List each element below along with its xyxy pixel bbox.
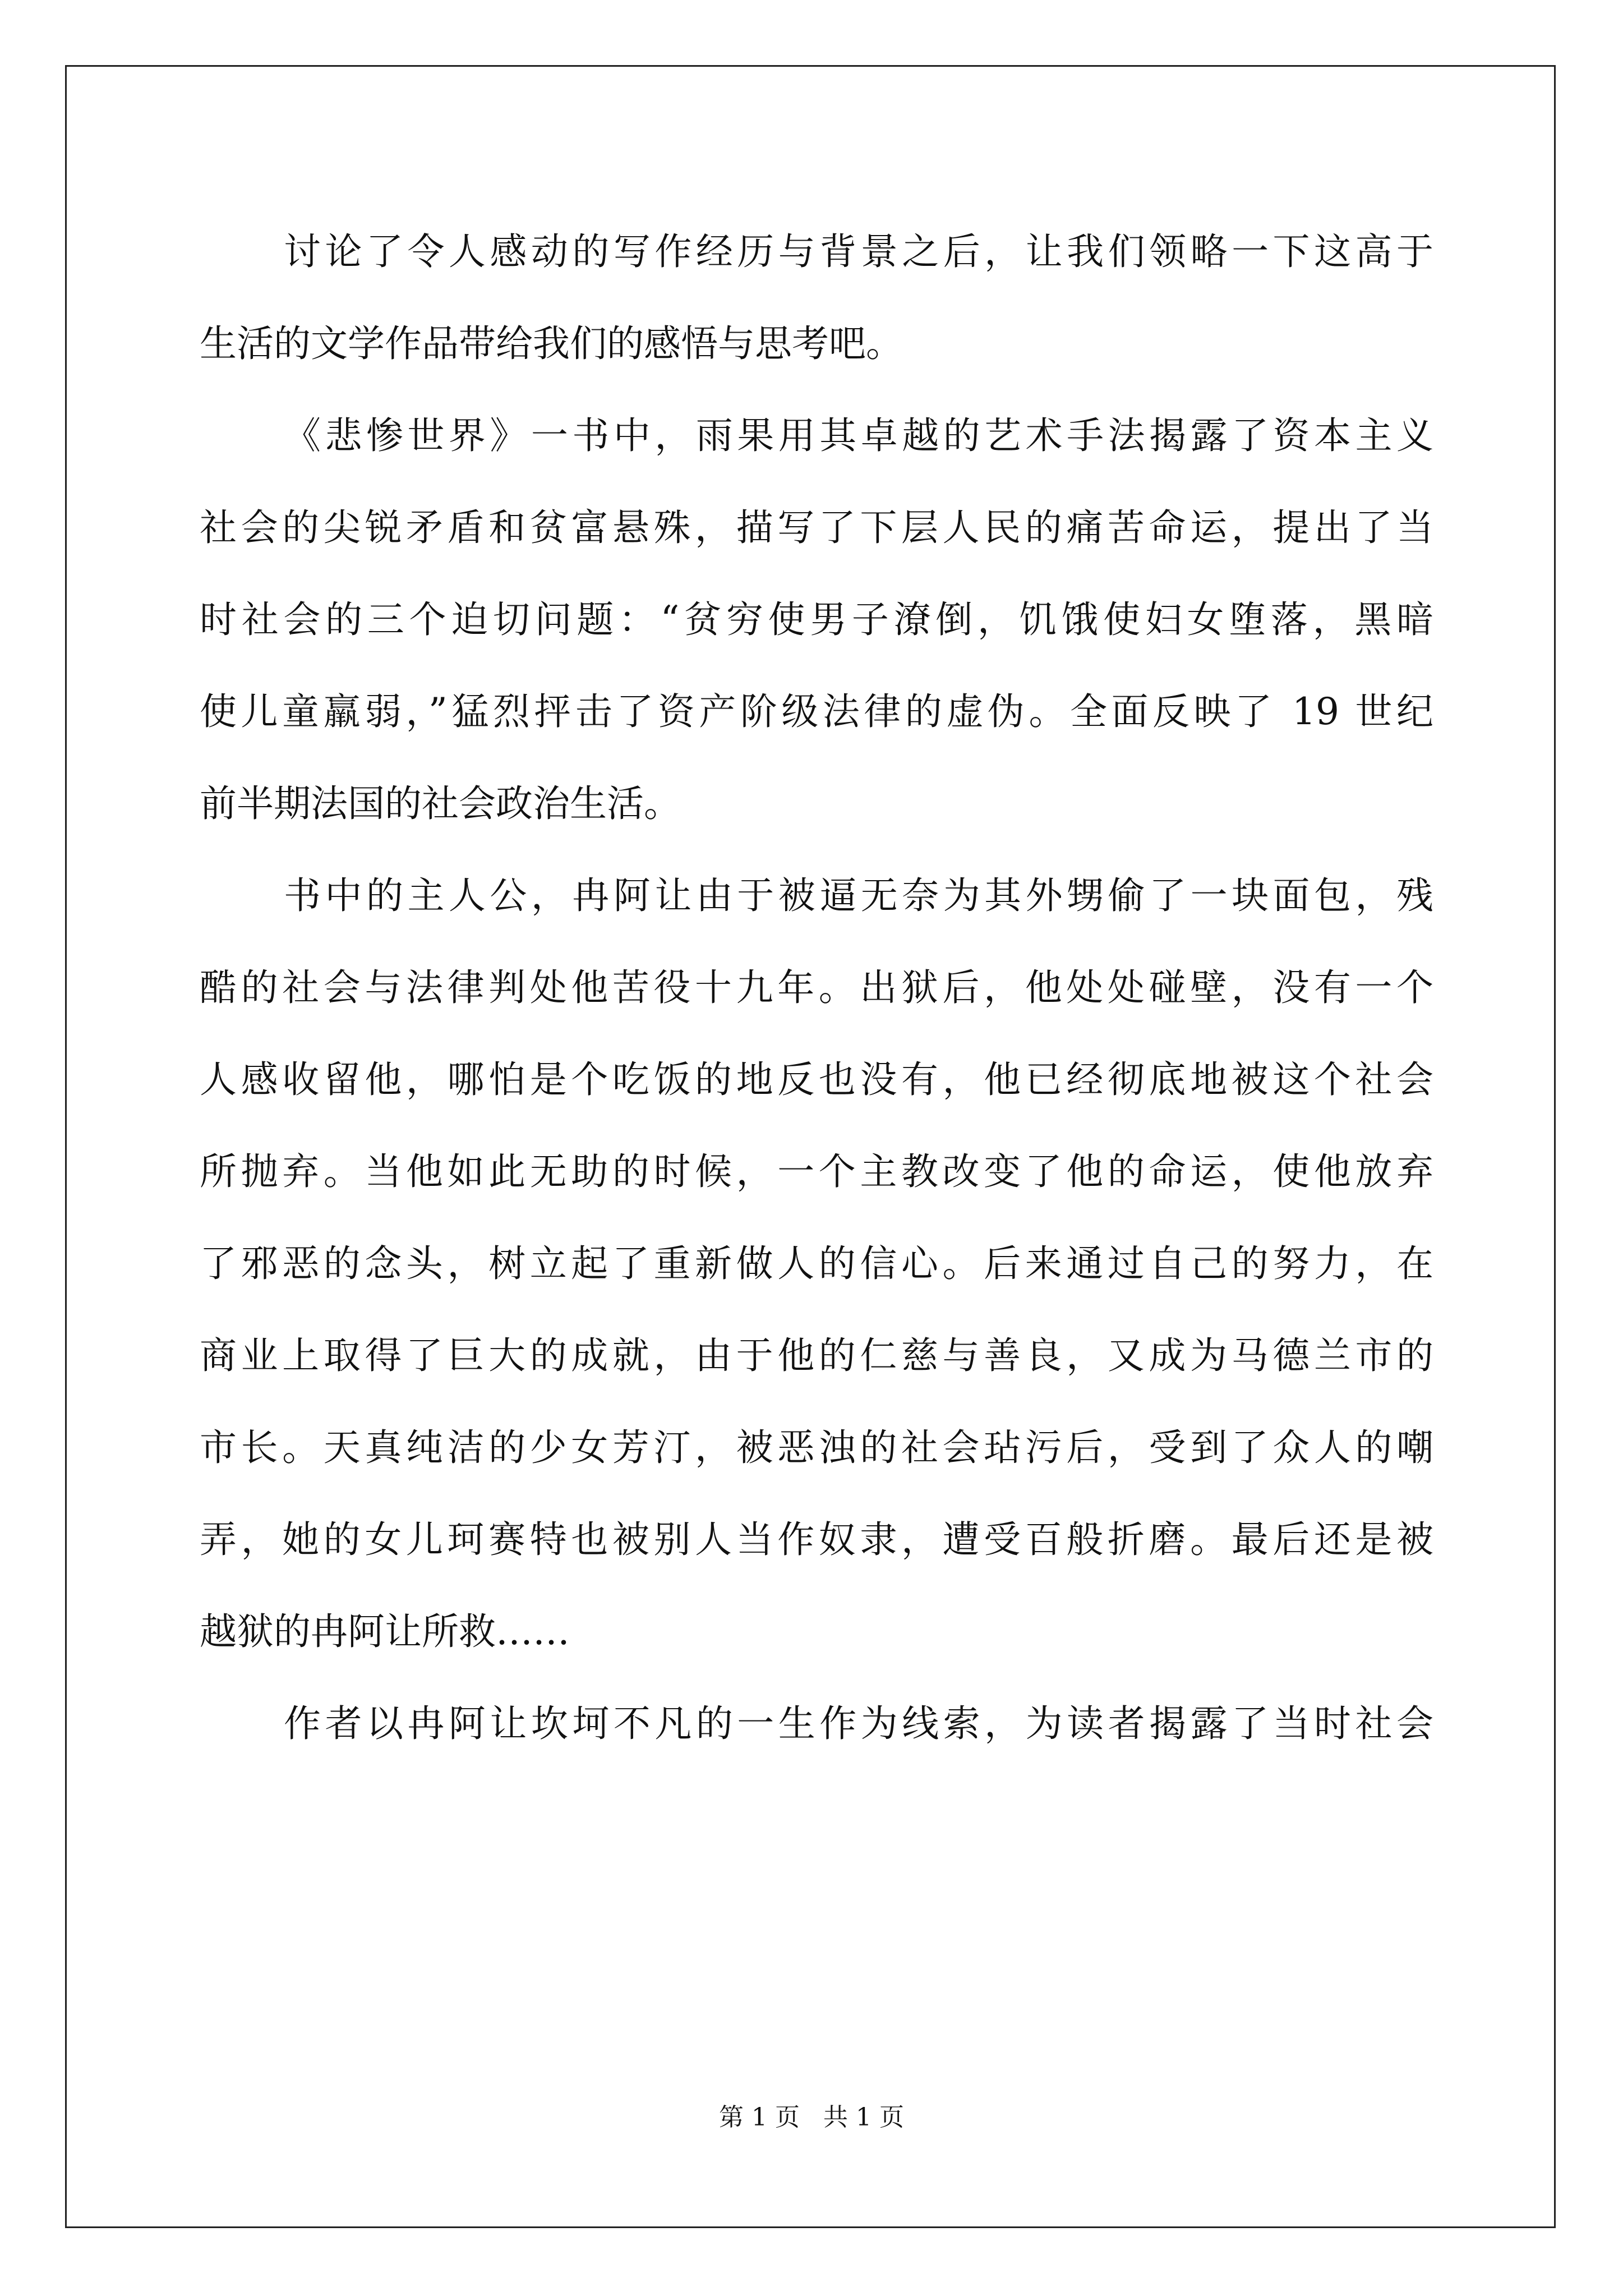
paragraph-2-line-5: 前半期法国的社会政治生活。 <box>200 782 681 825</box>
paragraph-3-line-9: 越狱的冉阿让所救…… <box>200 1610 570 1653</box>
paragraph-3-line-7: 市长。天真纯洁的少女芳汀，被恶浊的社会玷污后，受到了众人的嘲 <box>200 1426 1433 1469</box>
paragraph-2-line-3: 时社会的三个迫切问题：“贫穷使男子潦倒，饥饿使妇女堕落，黑暗 <box>200 598 1433 641</box>
paragraph-1-line-1: 讨论了令人感动的写作经历与背景之后，让我们领略一下这高于 <box>284 230 1433 273</box>
paragraph-3-line-1: 书中的主人公，冉阿让由于被逼无奈为其外甥偷了一块面包，残 <box>284 874 1433 917</box>
paragraph-4-line-1: 作者以冉阿让坎坷不凡的一生作为线索，为读者揭露了当时社会 <box>284 1702 1433 1745</box>
paragraph-2-line-4: 使儿童羸弱，”猛烈抨击了资产阶级法律的虚伪。全面反映了 19 世纪 <box>200 690 1433 733</box>
paragraph-3-line-5: 了邪恶的念头，树立起了重新做人的信心。后来通过自己的努力，在 <box>200 1242 1433 1285</box>
paragraph-1-line-2: 生活的文学作品带给我们的感悟与思考吧。 <box>200 322 903 365</box>
paragraph-3-line-4: 所抛弃。当他如此无助的时候，一个主教改变了他的命运，使他放弃 <box>200 1150 1433 1193</box>
document-body <box>200 206 1433 1770</box>
paragraph-2-line-2: 社会的尖锐矛盾和贫富悬殊，描写了下层人民的痛苦命运，提出了当 <box>200 506 1433 549</box>
paragraph-3-line-2: 酷的社会与法律判处他苦役十九年。出狱后，他处处碰壁，没有一个 <box>200 966 1433 1009</box>
paragraph-2-line-1: 《悲惨世界》一书中，雨果用其卓越的艺术手法揭露了资本主义 <box>284 414 1433 457</box>
paragraph-3-line-6: 商业上取得了巨大的成就，由于他的仁慈与善良，又成为马德兰市的 <box>200 1334 1433 1377</box>
page-footer: 第 1 页 共 1 页 <box>719 2103 904 2132</box>
paragraph-3-line-3: 人感收留他，哪怕是个吃饭的地反也没有，他已经彻底地被这个社会 <box>200 1058 1433 1101</box>
paragraph-3-line-8: 弄，她的女儿珂赛特也被别人当作奴隶，遭受百般折磨。最后还是被 <box>200 1518 1433 1561</box>
